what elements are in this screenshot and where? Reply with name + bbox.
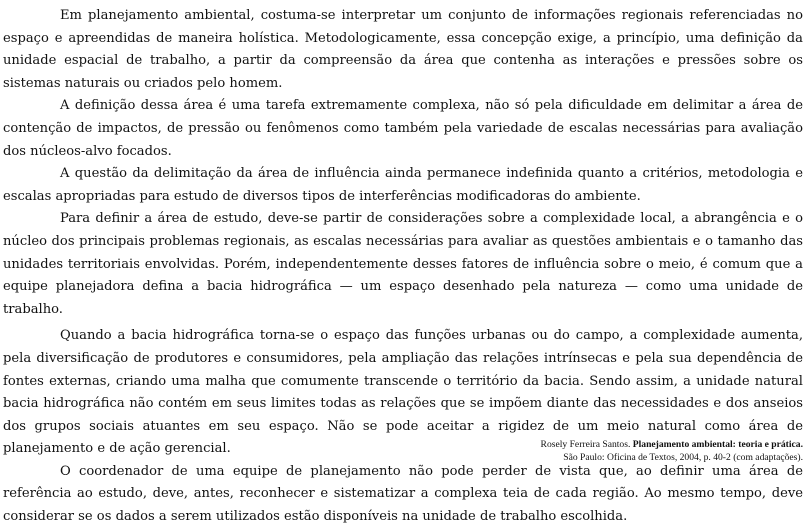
source-citation (383, 438, 803, 464)
paragraph-5: Quando a bacia hidrográfica torna-se o espaço das funções urbanas ou do campo, a complexidade aumenta, pela diversificação de produtores e consumidores, pela ampliação das relações intrínsecas e pela sua dependência de fontes externas, criando uma malha que comumente transcende o território da bacia. Sendo assim, a unidade natural bacia hidrográfica não contém em seus limites todas as relações que se impõem diante das necessidades e dos anseios dos grupos sociais atuantes em seu espaço. Não se pode aceitar a rigidez de um meio natural como área de planejamento e de ação gerencial. (3, 328, 803, 457)
citation-publication: São Paulo: Oficina de Textos, 2004, p. 40-2 (com adaptações). (563, 452, 803, 463)
paragraph-6: O coordenador de uma equipe de planejamento não pode perder de vista que, ao definir uma área de referência ao estudo, deve, antes, reconhecer e sistematizar a complexa teia de cada região. Ao mesmo tempo, deve considerar se os dados a serem utilizados estão disponíveis na unidade de trabalho escolhida. (3, 463, 803, 525)
citation-title: Planejamento ambiental: teoria e prática. (632, 439, 803, 450)
citation-line-1 (383, 438, 803, 451)
paragraph-1: Em planejamento ambiental, costuma-se interpretar um conjunto de informações regionais referenciadas no espaço e apreendidas de maneira holística. Metodologicamente, essa concepção exige, a princípio, uma definição da unidade espacial de trabalho, a partir da compreensão da área que contenha as interações e pressões sobre os sistemas naturais ou criados pelo homem. (3, 8, 803, 91)
paragraph-2: A definição dessa área é uma tarefa extremamente complexa, não só pela dificuldade em delimitar a área de contenção de impactos, de pressão ou fenômenos como também pela variedade de escalas necessárias para avaliação dos núcleos-alvo focados. (3, 98, 803, 159)
paragraph-3: A questão da delimitação da área de influência ainda permanece indefinida quanto a critérios, metodologia e escalas apropriadas para estudo de diversos tipos de interferências modificadoras do ambiente. (3, 166, 803, 204)
citation-author: Rosely Ferreira Santos. (540, 439, 631, 450)
paragraph-4: Para definir a área de estudo, deve-se partir de considerações sobre a complexidade local, a abrangência e o núcleo dos principais problemas regionais, as escalas necessárias para avaliar as questões ambientais e o tamanho das unidades territoriais envolvidas. Porém, independentemente desses fatores de influência sobre o meio, é comum que a equipe planejadora defina a bacia hidrográfica — um espaço desenhado pela natureza — como uma unidade de trabalho. (3, 211, 803, 317)
